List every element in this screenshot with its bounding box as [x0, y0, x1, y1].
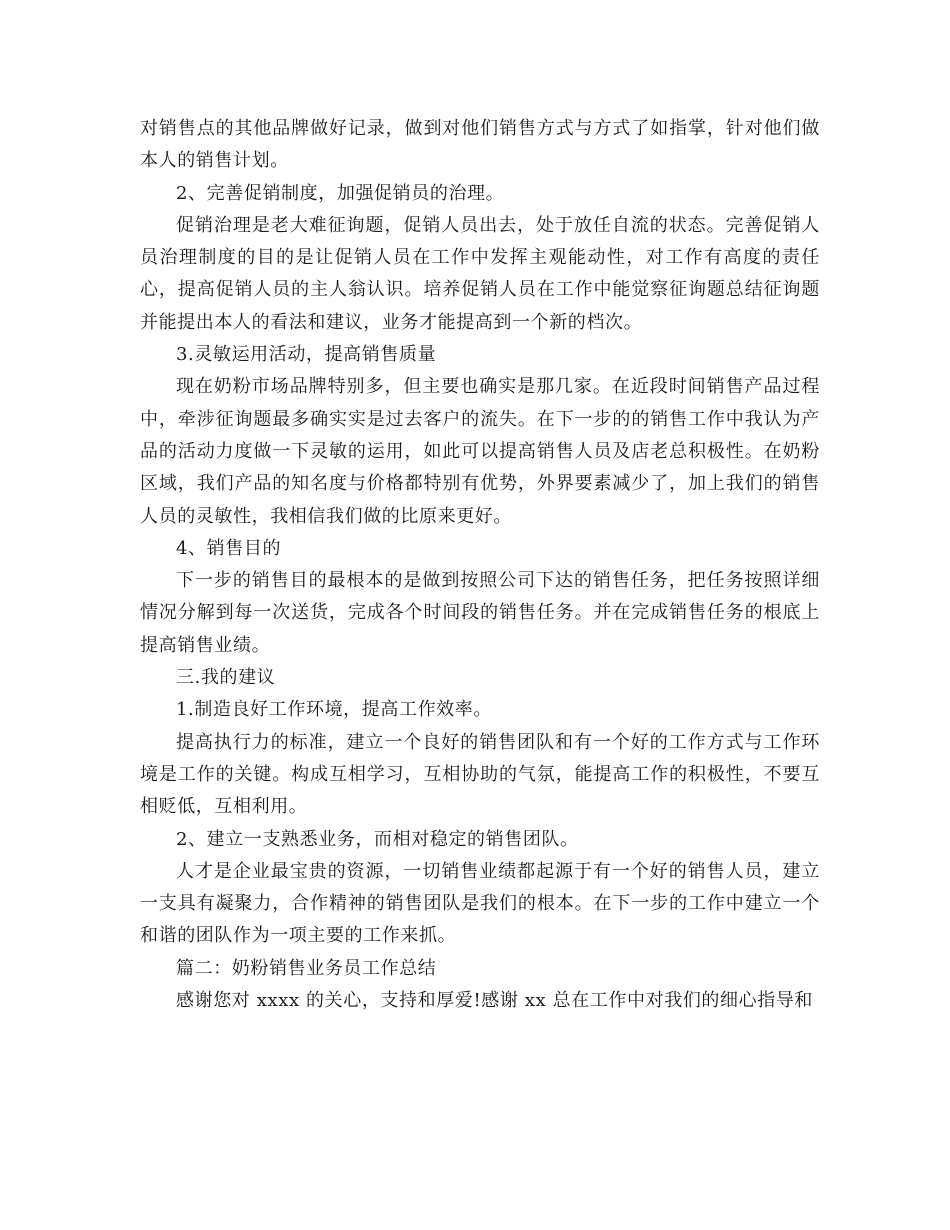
paragraph-work-environment: 提高执行力的标准，建立一个良好的销售团队和有一个好的工作方式与工作环境是工作的关键。构成互相学习，互相协助的气氛，能提高工作的积极性，不要互相贬低，互相利用。 [140, 731, 820, 818]
paragraph-market-situation: 现在奶粉市场品牌特别多，但主要也确实是那几家。在近段时间销售产品过程中，牵涉征询题最多确实实是过去客户的流失。在下一步的的销售工作中我认为产品的活动力度做一下灵敏的运用，如此可以提高销售人员及店老总积极性。在奶粉区域，我们产品的知名度与价格都特别有优势，外界要素减少了，加上我们的销售人员的灵敏性，我相信我们做的比原来更好。 [140, 376, 820, 527]
paragraph-sales-goal: 下一步的销售目的最根本的是做到按照公司下达的销售任务，把任务按照详细情况分解到每一次送货，完成各个时间段的销售任务。并在完成销售任务的根底上提高销售业绩。 [140, 570, 820, 656]
paragraph-promotion-management: 促销治理是老大难征询题，促销人员出去，处于放任自流的状态。完善促销人员治理制度的目的是让促销人员在工作中发挥主观能动性，对工作有高度的责任心，提高促销人员的主人翁认识。培养促销人员在工作中能觉察征询题总结征询题并能提出本人的看法和建议，业务才能提高到一个新的档次。 [140, 214, 820, 333]
heading-my-suggestions: 三.我的建议 [176, 667, 276, 689]
heading-improve-promotion: 2、完善促销制度，加强促销员的治理。 [176, 182, 505, 204]
paragraph-stable-team: 人才是企业最宝贵的资源，一切销售业绩都起源于有一个好的销售人员，建立一支具有凝聚力，合作精神的销售团队是我们的根本。在下一步的工作中建立一个和谐的团队作为一项主要的工作来抓。 [140, 860, 820, 947]
document-body [140, 113, 820, 1017]
heading-work-environment: 1.制造良好工作环境，提高工作效率。 [176, 699, 492, 721]
heading-stable-team: 2、建立一支熟悉业务，而相对稳定的销售团队。 [176, 828, 579, 850]
paragraph-thanks: 感谢您对 xxxx 的关心，支持和厚爱!感谢 xx 总在工作中对我们的细心指导和 [176, 990, 814, 1012]
heading-part-two: 篇二：奶粉销售业务员工作总结 [176, 957, 437, 979]
heading-flexible-activities: 3.灵敏运用活动，提高销售质量 [176, 344, 437, 366]
heading-sales-goal: 4、销售目的 [176, 537, 282, 559]
paragraph-continued: 对销售点的其他品牌做好记录，做到对他们销售方式与方式了如指掌，针对他们做本人的销售计划。 [140, 118, 820, 172]
